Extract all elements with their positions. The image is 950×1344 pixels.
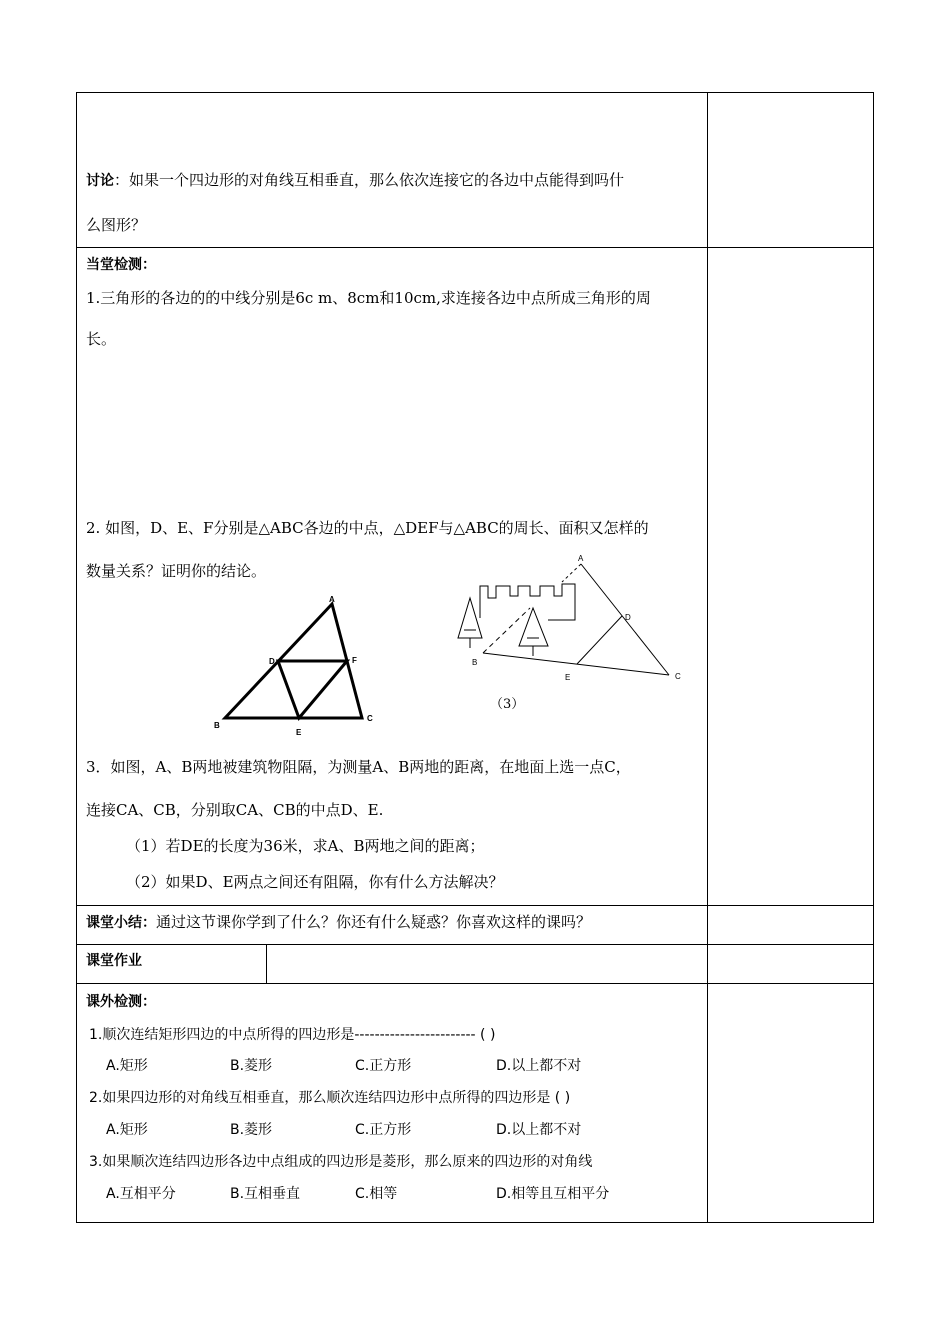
row-divider-2 <box>76 905 874 906</box>
table-border-left <box>76 92 77 1223</box>
extra-q3-option-a: A.互相平分 <box>106 1186 176 1202</box>
building-obstacle-figure <box>450 548 690 718</box>
fig2-label-d: D <box>625 613 631 622</box>
homework-cell-divider <box>266 944 267 984</box>
discussion-line-1 <box>86 170 624 191</box>
summary-text: 通过这节课你学到了什么？你还有什么疑惑？你喜欢这样的课吗？ <box>156 913 592 931</box>
row-divider-3 <box>76 944 874 945</box>
extra-q2-option-b: B.菱形 <box>230 1122 273 1138</box>
extra-q3-option-d: D.相等且互相平分 <box>496 1186 610 1202</box>
extra-q1-option-a: A.矩形 <box>106 1058 148 1074</box>
fig1-label-e: E <box>296 728 302 737</box>
check-q3-line-1: 3．如图，A、B两地被建筑物阻隔，为测量A、B两地的距离，在地面上选一点C， <box>86 758 631 776</box>
fig1-label-b: B <box>214 721 220 730</box>
fig1-label-f: F <box>352 656 357 665</box>
summary-label: 课堂小结： <box>86 915 156 931</box>
check-q2-line-2: 数量关系？证明你的结论。 <box>86 562 267 580</box>
extra-q2-option-c: C.正方形 <box>355 1122 412 1138</box>
check-q1-line-2: 长。 <box>86 330 117 348</box>
summary-line <box>86 912 591 933</box>
table-border-right <box>873 92 874 1223</box>
discussion-line-2: 么图形？ <box>86 216 147 234</box>
check-q3-sub-2: （2）如果D、E两点之间还有阻隔，你有什么方法解决？ <box>126 873 504 891</box>
extra-q1-option-d: D.以上都不对 <box>496 1058 582 1074</box>
homework-label: 课堂作业 <box>86 953 142 969</box>
triangle-midpoint-figure <box>210 590 390 740</box>
discussion-text: ：如果一个四边形的对角线互相垂直，那么依次连接它的各边中点能得到吗什 <box>114 171 625 189</box>
row-divider-4 <box>76 983 874 984</box>
extra-q3-option-c: C.相等 <box>355 1186 398 1202</box>
check-q1-line-1: 1.三角形的各边的的中线分别是6c m、8cm和10cm,求连接各边中点所成三角形的周 <box>86 289 651 307</box>
fig1-label-a: A <box>329 595 335 604</box>
extra-q1-option-c: C.正方形 <box>355 1058 412 1074</box>
check-q3-line-2: 连接CA、CB，分别取CA、CB的中点D、E. <box>86 801 384 819</box>
table-border-top <box>76 92 874 93</box>
extra-q3: 3.如果顺次连结四边形各边中点组成的四边形是菱形，那么原来的四边形的对角线 <box>89 1154 593 1170</box>
fig2-label-e: E <box>565 673 571 682</box>
fig1-label-c: C <box>367 714 373 723</box>
check-q2-line-1: 2. 如图，D、E、F分别是△ABC各边的中点，△DEF与△ABC的周长、面积又怎样的 <box>86 519 649 537</box>
fig2-label-c: C <box>675 672 681 681</box>
extra-q2-option-d: D.以上都不对 <box>496 1122 582 1138</box>
discussion-label: 讨论 <box>86 173 114 189</box>
triangle-def <box>278 661 347 718</box>
extra-q3-option-b: B.互相垂直 <box>230 1186 301 1202</box>
extra-q2-option-a: A.矩形 <box>106 1122 148 1138</box>
fig2-label-a: A <box>578 554 584 563</box>
table-column-divider <box>707 92 708 1223</box>
extra-q1: 1.顺次连结矩形四边的中点所得的四边形是------------------------ ( ) <box>89 1027 496 1043</box>
fig2-caption: （3） <box>490 697 525 712</box>
fig2-label-b: B <box>472 658 478 667</box>
extra-heading: 课外检测： <box>86 994 156 1010</box>
extra-q1-option-b: B.菱形 <box>230 1058 273 1074</box>
check-heading: 当堂检测： <box>86 257 156 273</box>
row-divider-1 <box>76 247 874 248</box>
fig1-label-d: D <box>269 657 275 666</box>
extra-q2: 2.如果四边形的对角线互相垂直，那么顺次连结四边形中点所得的四边形是 ( ) <box>89 1090 571 1106</box>
table-border-bottom <box>76 1222 874 1223</box>
check-q3-sub-1: （1）若DE的长度为36米，求A、B两地之间的距离； <box>126 837 485 855</box>
